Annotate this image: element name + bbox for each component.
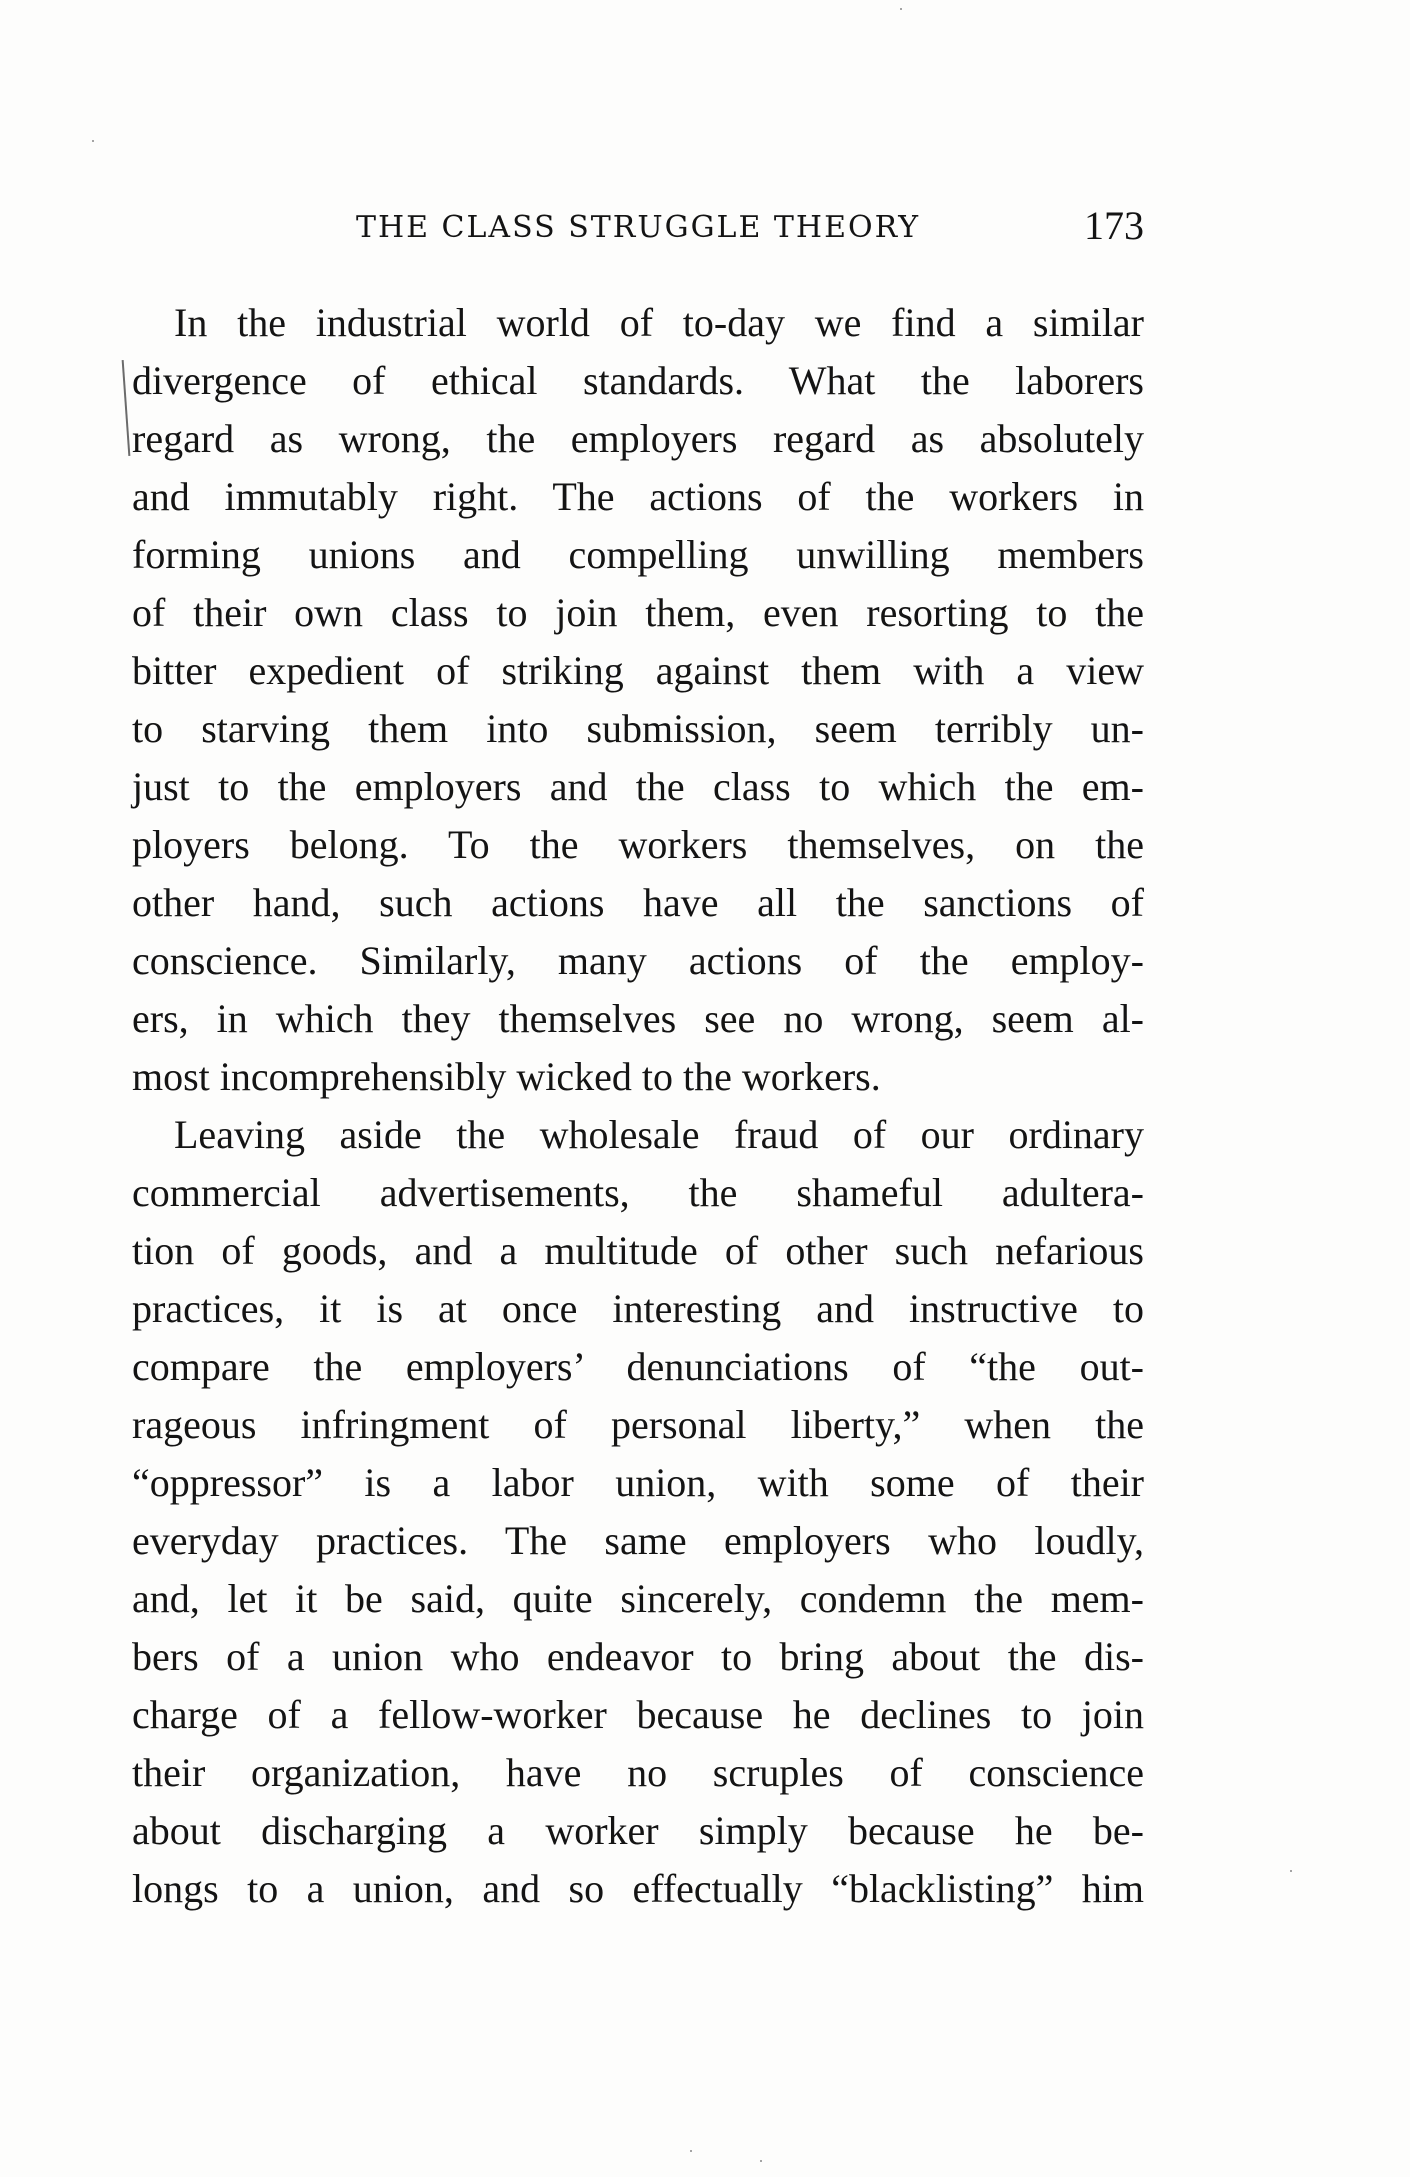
text-line: longs to a union, and so effectually “blacklisting” him	[132, 1866, 1144, 1911]
page-number: 173	[1084, 203, 1144, 248]
paper-speck	[92, 140, 94, 142]
text-line: rageous infringment of personal liberty,” when the	[132, 1402, 1144, 1447]
text-line: other hand, such actions have all the sanctions of	[132, 880, 1144, 925]
text-line: “oppressor” is a labor union, with some of their	[132, 1460, 1144, 1505]
text-line: and immutably right. The actions of the workers in	[132, 474, 1144, 519]
text-line: compare the employers’ denunciations of “the out-	[132, 1344, 1144, 1389]
text-line: conscience. Similarly, many actions of the employ-	[132, 938, 1144, 983]
paper-speck	[760, 2160, 762, 2162]
body-text	[132, 294, 1144, 1918]
text-line: Leaving aside the wholesale fraud of our ordinary	[174, 1112, 1144, 1157]
paper-speck	[690, 2150, 692, 2152]
text-line: divergence of ethical standards. What the laborers	[132, 358, 1144, 403]
paper-speck	[1290, 1870, 1292, 1872]
text-line: everyday practices. The same employers who loudly,	[132, 1518, 1144, 1563]
text-line: just to the employers and the class to which the em-	[132, 764, 1144, 809]
text-line: most incomprehensibly wicked to the workers.	[132, 1054, 881, 1099]
margin-pencil-mark	[122, 360, 131, 456]
text-line: practices, it is at once interesting and instructive to	[132, 1286, 1144, 1331]
text-line: forming unions and compelling unwilling members	[132, 532, 1144, 577]
text-line: charge of a fellow-worker because he declines to join	[132, 1692, 1144, 1737]
text-line: ployers belong. To the workers themselves, on the	[132, 822, 1144, 867]
text-line: regard as wrong, the employers regard as absolutely	[132, 416, 1144, 461]
text-line: In the industrial world of to-day we find a similar	[174, 300, 1144, 345]
text-line: to starving them into submission, seem terribly un-	[132, 706, 1144, 751]
running-head: THE CLASS STRUGGLE THEORY	[355, 210, 921, 245]
text-line: about discharging a worker simply because he be-	[132, 1808, 1144, 1853]
text-line: their organization, have no scruples of conscience	[132, 1750, 1144, 1795]
paragraph-2	[132, 1106, 1144, 1918]
text-line: tion of goods, and a multitude of other such nefarious	[132, 1228, 1144, 1273]
text-line: bers of a union who endeavor to bring about the dis-	[132, 1634, 1144, 1679]
text-line: of their own class to join them, even resorting to the	[132, 590, 1144, 635]
text-line: commercial advertisements, the shameful adultera-	[132, 1170, 1144, 1215]
text-line: bitter expedient of striking against them with a view	[132, 648, 1144, 693]
paper-speck	[900, 8, 902, 10]
page-header	[132, 200, 1144, 260]
text-line: ers, in which they themselves see no wrong, seem al-	[132, 996, 1144, 1041]
text-line: and, let it be said, quite sincerely, condemn the mem-	[132, 1576, 1144, 1621]
paragraph-1	[132, 294, 1144, 1106]
